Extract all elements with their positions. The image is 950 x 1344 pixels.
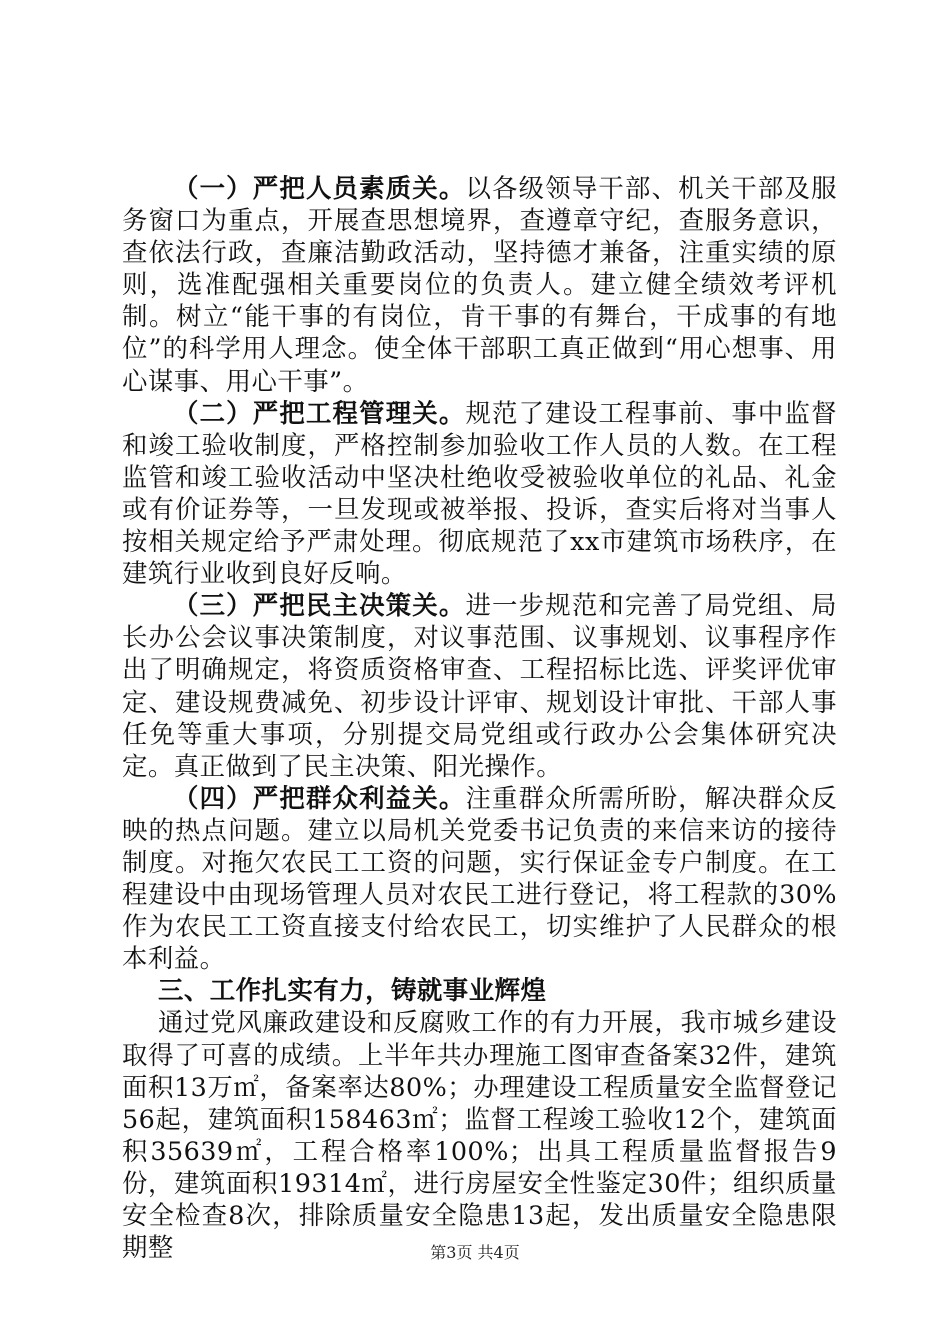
section-democratic-decision	[122, 589, 837, 782]
section-engineering	[122, 397, 837, 590]
document-body	[122, 172, 837, 1263]
section-text: 进一步规范和完善了局党组、局长办公会议事决策制度，对议事范围、议事规划、议事程序作出了明确规定，将资质资格审查、工程招标比选、评奖评优审定、建设规费减免、初步设计评审、规划设计审批、干部人事任免等重大事项，分别提交局党组或行政办公会集体研究决定。真正做到了民主决策、阳光操作。	[122, 590, 838, 781]
section-lead: （二）严把工程管理关。	[173, 397, 466, 428]
section-text: 以各级领导干部、机关干部及服务窗口为重点，开展查思想境界，查遵章守纪，查服务意识，查依法行政，查廉洁勤政活动，坚持德才兼备，注重实绩的原则，选准配强相关重要岗位的负责人。建立健全绩效考评机制。树立“能干事的有岗位，肯干事的有舞台，干成事的有地位”的科学用人理念。使全体干部职工真正做到“用心想事、用心谋事、用心干事”。	[122, 173, 838, 396]
section-text: 规范了建设工程事前、事中监督和竣工验收制度，严格控制参加验收工作人员的人数。在工程监管和竣工验收活动中坚决杜绝收受被验收单位的礼品、礼金或有价证券等，一旦发现或被举报、投诉，查实后将对当事人按相关规定给予严肃处理。彻底规范了xx市建筑市场秩序，在建筑行业收到良好反响。	[122, 397, 838, 589]
section-lead: （一）严把人员素质关。	[173, 173, 466, 203]
section-lead: （四）严把群众利益关。	[173, 782, 466, 813]
page-number: 第3页 共4页	[430, 1243, 520, 1262]
section-personnel	[122, 172, 837, 397]
section-text: 注重群众所需所盼，解决群众反映的热点问题。建立以局机关党委书记负责的来信来访的接待制度。对拖欠农民工工资的问题，实行保证金专户制度。在工程建设中由现场管理人员对农民工进行登记，将工程款的30%作为农民工工资直接支付给农民工，切实维护了人民群众的根本利益。	[122, 782, 838, 974]
section-heading: 三、工作扎实有力，铸就事业辉煌	[158, 975, 547, 1006]
section-public-interest	[122, 782, 837, 975]
results-paragraph: 通过党风廉政建设和反腐败工作的有力开展，我市城乡建设取得了可喜的成绩。上半年共办理施工图审查备案32件，建筑面积13万㎡，备案率达80%；办理建设工程质量安全监督登记56起，建筑面积158463㎡；监督工程竣工验收12个，建筑面积35639㎡，工程合格率100%；出具工程质量监督报告9份，建筑面积19314㎡，进行房屋安全性鉴定30件；组织质量安全检查8次，排除质量安全隐患13起，发出质量安全隐患限期整	[122, 1007, 837, 1263]
section-lead: （三）严把民主决策关。	[173, 590, 466, 621]
